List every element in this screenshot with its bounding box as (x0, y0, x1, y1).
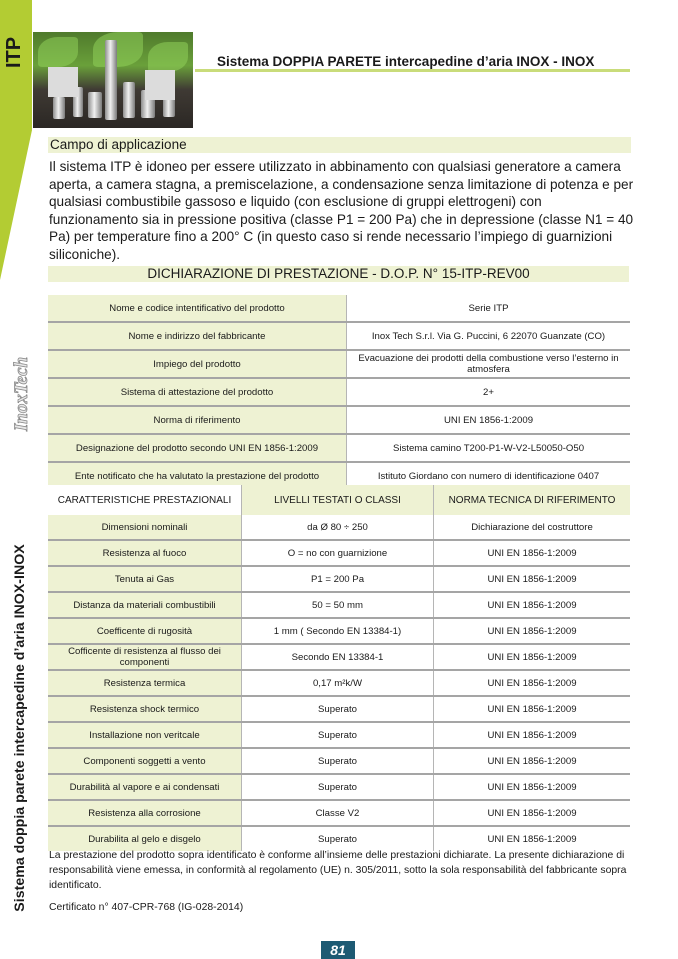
row-value: Sistema camino T200-P1-W-V2-L50050-O50 (347, 434, 631, 462)
product-info-table (48, 295, 630, 489)
inoxtech-logo (4, 345, 44, 445)
characteristic-cell: Dimensioni nominali (48, 515, 242, 540)
table-row (48, 515, 630, 540)
level-cell: P1 = 200 Pa (242, 566, 434, 592)
level-cell: Superato (242, 826, 434, 851)
product-photo (33, 32, 193, 128)
page-title: Sistema DOPPIA PARETE intercapedine d’aria INOX - INOX (195, 52, 630, 72)
row-label: Impiego del prodotto (48, 350, 347, 378)
row-label: Designazione del prodotto secondo UNI EN 1856-1:2009 (48, 434, 347, 462)
standard-cell: UNI EN 1856-1:2009 (434, 592, 631, 618)
column-header: LIVELLI TESTATI O CLASSI (242, 485, 434, 515)
row-value: UNI EN 1856-1:2009 (347, 406, 631, 434)
level-cell: da Ø 80 ÷ 250 (242, 515, 434, 540)
conformity-statement: La prestazione del prodotto sopra identificato è conforme all’insieme delle prestazioni dichiarate. La presente dichiarazione di responsabilità viene emessa, in conformità al regolamento (UE) n. 305/2011, sotto la sola responsabilità del fabbricante sopra identificato. (49, 850, 627, 891)
performance-table (48, 485, 630, 851)
level-cell: Classe V2 (242, 800, 434, 826)
section-tab-label: ITP (3, 36, 25, 68)
characteristic-cell: Resistenza shock termico (48, 696, 242, 722)
row-label: Nome e codice intentificativo del prodotto (48, 295, 347, 322)
standard-cell: UNI EN 1856-1:2009 (434, 540, 631, 566)
row-label: Ente notificato che ha valutato la prestazione del prodotto (48, 462, 347, 489)
level-cell: O = no con guarnizione (242, 540, 434, 566)
standard-cell: UNI EN 1856-1:2009 (487, 833, 577, 845)
characteristic-cell: Resistenza termica (48, 670, 242, 696)
table-row (48, 540, 630, 566)
column-header: CARATTERISTICHE PRESTAZIONALI (48, 485, 242, 515)
characteristic-cell: Durabilita al gelo e disgelo (48, 826, 242, 851)
standard-cell: UNI EN 1856-1:2009 (434, 670, 631, 696)
standard-cell: UNI EN 1856-1:2009 (434, 774, 631, 800)
row-value: Inox Tech S.r.l. Via G. Puccini, 6 22070 Guanzate (CO) (347, 322, 631, 350)
table-row (48, 566, 630, 592)
table-row (48, 644, 630, 670)
page-number: 81 (321, 941, 355, 959)
level-cell: Superato (242, 774, 434, 800)
characteristic-cell: Coefficente di rugosità (48, 618, 242, 644)
row-value: Istituto Giordano con numero di identificazione 0407 (377, 470, 600, 482)
characteristic-cell: Tenuta ai Gas (48, 566, 242, 592)
standard-cell: UNI EN 1856-1:2009 (434, 748, 631, 774)
dop-heading: DICHIARAZIONE DI PRESTAZIONE - D.O.P. N° 15-ITP-REV00 (48, 266, 629, 282)
characteristic-cell: Distanza da materiali combustibili (48, 592, 242, 618)
standard-cell: UNI EN 1856-1:2009 (434, 696, 631, 722)
standard-cell: UNI EN 1856-1:2009 (434, 566, 631, 592)
row-label: Norma di riferimento (48, 406, 347, 434)
section-heading-campo: Campo di applicazione (48, 137, 631, 153)
level-cell: 0,17 m²k/W (242, 670, 434, 696)
table-header-row (48, 485, 630, 515)
standard-cell: UNI EN 1856-1:2009 (434, 722, 631, 748)
standard-cell: UNI EN 1856-1:2009 (434, 644, 631, 670)
row-label: Nome e indirizzo del fabbricante (48, 322, 347, 350)
table-row (48, 748, 630, 774)
table-row (48, 618, 630, 644)
characteristic-cell: Componenti soggetti a vento (48, 748, 242, 774)
table-row (48, 295, 630, 322)
row-label: Sistema di attestazione del prodotto (48, 378, 347, 406)
table-row (48, 592, 630, 618)
level-cell: Superato (242, 722, 434, 748)
characteristic-cell: Durabilità al vapore e ai condensati (48, 774, 242, 800)
standard-cell: Dichiarazione del costruttore (434, 515, 631, 540)
intro-paragraph: Il sistema ITP è idoneo per essere utilizzato in abbinamento con qualsiasi generatore a camera aperta, a camera stagna, a premiscelazione, a condensazione senza limitazione di potenza e per qualsiasi combustibile gassoso e liquido (con esclusione di gruppi elettrogeni) con funzionamento sia in pressione positiva (classe P1 = 200 Pa) che in depressione (classe N1 = 40 Pa) per temperature fino a 200° C (in questo caso si rende necessario l’impiego di guarnizioni siliconiche). (49, 159, 634, 262)
side-title-text: Sistema doppia parete intercapedine d’aria INOX-INOX (12, 544, 28, 912)
standard-cell: UNI EN 1856-1:2009 (434, 618, 631, 644)
table-row (48, 800, 630, 826)
row-value: 2+ (347, 378, 631, 406)
table-row (48, 696, 630, 722)
column-header: NORMA TECNICA DI RIFERIMENTO (434, 485, 631, 515)
table-row (48, 350, 630, 378)
table-row (48, 406, 630, 434)
characteristic-cell: Resistenza al fuoco (48, 540, 242, 566)
characteristic-cell: Installazione non veritcale (48, 722, 242, 748)
table-row (48, 378, 630, 406)
standard-cell: UNI EN 1856-1:2009 (434, 800, 631, 826)
table-row (48, 774, 630, 800)
table-row (48, 722, 630, 748)
table-row (48, 670, 630, 696)
level-cell: Secondo EN 13384-1 (242, 644, 434, 670)
table-row (48, 434, 630, 462)
characteristic-cell: Resistenza alla corrosione (48, 800, 242, 826)
characteristic-cell: Cofficente di resistenza al flusso dei componenti (48, 644, 242, 670)
row-value: Serie ITP (347, 295, 631, 322)
level-cell: 50 = 50 mm (242, 592, 434, 618)
level-cell: Superato (242, 696, 434, 722)
row-value: Evacuazione dei prodotti della combustione verso l’esterno in atmosfera (347, 350, 631, 378)
vertical-side-title (10, 540, 30, 920)
certificate-number: Certificato n° 407-CPR-768 (IG-028-2014) (49, 902, 244, 913)
level-cell: 1 mm ( Secondo EN 13384-1) (242, 618, 434, 644)
level-cell: Superato (242, 748, 434, 774)
table-row (48, 322, 630, 350)
logo-text: InoxTech (11, 356, 32, 432)
